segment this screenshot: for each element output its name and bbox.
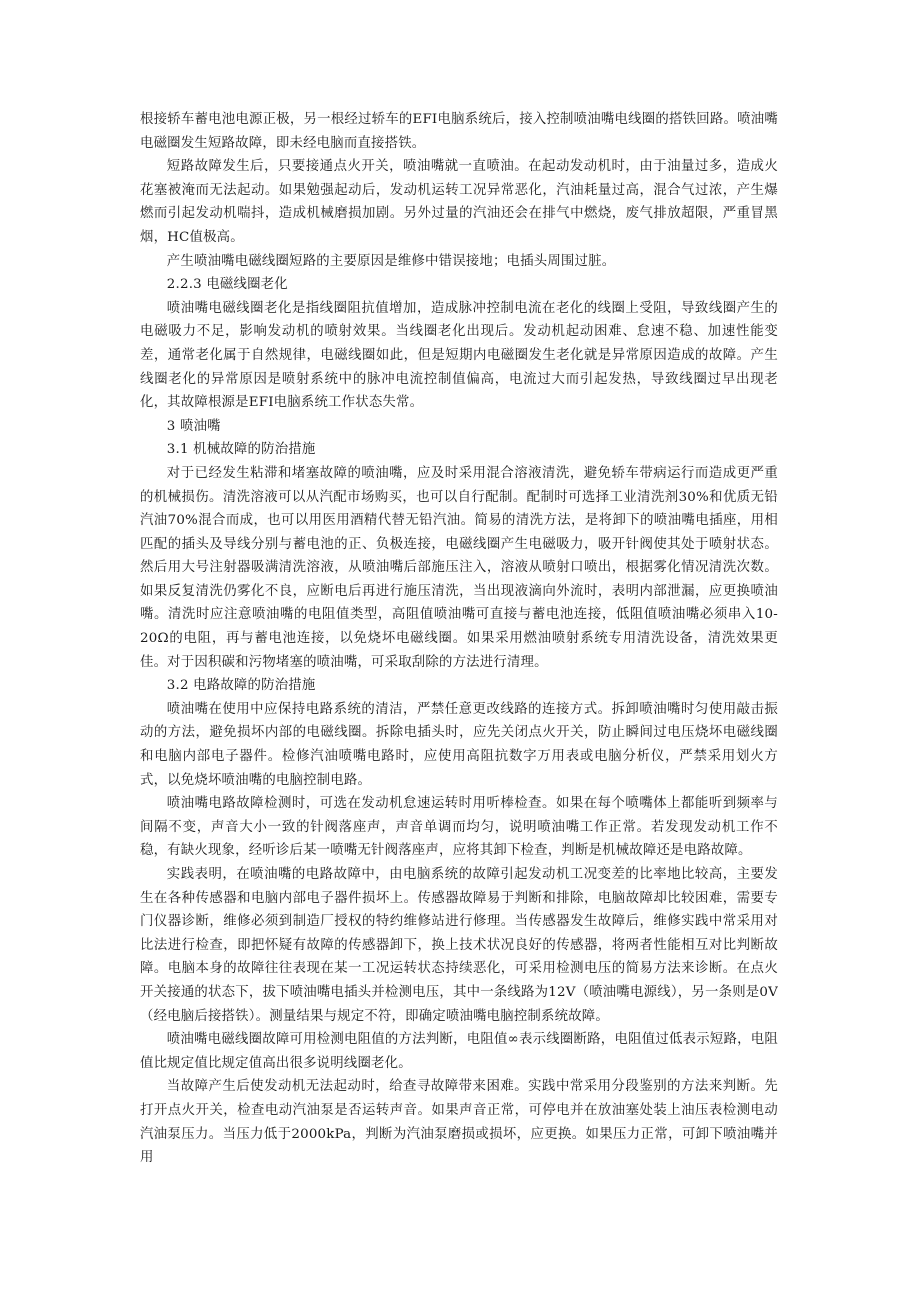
paragraph-no-start-diagnosis: 当故障产生后使发动机无法起动时，给查寻故障带来困难。实践中常采用分段鉴别的方法来判断。先打开点火开关，检查电动汽油泵是否运转声音。如果声音正常，可停电并在放油塞处装上油压表检测电动汽油泵压力。当压力低于2000kPa，判断为汽油泵磨损或损坏，应更换。如果压力正常，可卸下喷油嘴并用	[140, 1079, 778, 1166]
paragraph-coil-aging: 喷油嘴电磁线圈老化是指线圈阻抗值增加，造成脉冲控制电流在老化的线圈上受阻，导致线圈产生的电磁吸力不足，影响发动机的喷射效果。当线圈老化出现后。发动机起动困难、怠速不稳、加速性能变差，通常老化属于自然规律，电磁线圈如此，但是短期内电磁圈发生老化就是异常原因造成的故障。产生线圈老化的异常原因是喷射系统中的脉冲电流控制值偏高，电流过大而引起发热，导致线圈过早出现老化，其故障根源是EFI电脑系统工作状态失常。	[140, 300, 778, 411]
section-heading-3-2: 3.2 电路故障的防治措施	[166, 678, 316, 694]
paragraph-short-circuit-effects: 短路故障发生后，只要接通点火开关，喷油嘴就一直喷油。在起动发动机时，由于油量过多，造成火花塞被淹而无法起动。如果勉强起动后，发动机运转工况异常恶化，汽油耗量过高，混合气过浓，产生爆燃而引起发动机喘抖，造成机械磨损加剧。另外过量的汽油还会在排气中燃烧，废气排放超限，严重冒黑烟，HC值极高。	[140, 159, 778, 245]
section-heading-2-2-3: 2.2.3 电磁线圈老化	[166, 277, 288, 293]
paragraph-circuit-maintenance: 喷油嘴在使用中应保持电路系统的清洁，严禁任意更改线路的连接方式。拆卸喷油嘴时匀使用敲击振动的方法，避免损坏内部的电磁线圈。拆除电插头时，应先关闭点火开关，防止瞬间过电压烧坏电磁线圈和电脑内部电子器件。检修汽油喷嘴电路时，应使用高阻抗数字万用表或电脑分析仪，严禁采用划火方式，以免烧坏喷油嘴的电脑控制电路。	[140, 701, 778, 788]
paragraph-practice-diagnosis: 实践表明，在喷油嘴的电路故障中，由电脑系统的故障引起发动机工况变差的比率地比较高，主要发生在各种传感器和电脑内部电子器件损坏上。传感器故障易于判断和排除，电脑故障却比较困难，需要专门仪器诊断，维修必须到制造厂授权的特约维修站进行修理。当传感器发生故障后，维修实践中常采用对比法进行检查，即把怀疑有故障的传感器卸下，换上技术状况良好的传感器，将两者性能相互对比判断故障。电脑本身的故障往往表现在某一工况运转状态持续恶化，可采用检测电压的简易方法来诊断。在点火开关接通的状态下，拔下喷油嘴电插头并检测电压，其中一条线路为12V（喷油嘴电源线），另一条则是0V（经电脑后接搭铁）。测量结果与规定不符，即确定喷油嘴电脑控制系统故障。	[140, 867, 778, 1024]
section-heading-3: 3 喷油嘴	[166, 418, 221, 434]
paragraph-continuation: 根接轿车蓄电池电源正极，另一根经过轿车的EFI电脑系统后，接入控制喷油嘴电线圈的搭铁回路。喷油嘴电磁圈发生短路故障，即未经电脑而直接搭铁。	[140, 112, 778, 151]
paragraph-short-circuit-causes: 产生喷油嘴电磁线圈短路的主要原因是维修中错误接地；电插头周围过脏。	[166, 253, 616, 269]
paragraph-circuit-detection: 喷油嘴电路故障检测时，可选在发动机怠速运转时用听棒检查。如果在每个喷嘴体上都能听到频率与间隔不变，声音大小一致的针阀落座声，声音单调而均匀，说明喷油嘴工作正常。若发现发动机工作不稳，有缺火现象，经听诊后某一喷嘴无针阀落座声，应将其卸下检查，判断是机械故障还是电路故障。	[140, 796, 778, 859]
paragraph-mechanical-cleaning: 对于已经发生粘滞和堵塞故障的喷油嘴，应及时采用混合溶液清洗，避免轿车带病运行而造成更严重的机械损伤。清洗溶液可以从汽配市场购买，也可以自行配制。配制时可选择工业清洗剂30%和优质无铅汽油70%混合而成，也可以用医用酒精代替无铅汽油。简易的清洗方法，是将卸下的喷油嘴电插座，用相匹配的插头及导线分别与蓄电池的正、负极连接，电磁线圈产生电磁吸力，吸开针阀使其处于喷射状态。然后用大号注射器吸满清洗溶液，从喷油嘴后部施压注入，溶液从喷射口喷出，根据雾化情况清洗次数。如果反复清洗仍雾化不良，应断电后再进行施压清洗，当出现液滴向外流时，表明内部泄漏，应更换喷油嘴。清洗时应注意喷油嘴的电阻值类型，高阻值喷油嘴可直接与蓄电池连接，低阻值喷油嘴必须串入10-20Ω的电阻，再与蓄电池连接，以免烧坏电磁线圈。如果采用燃油喷射系统专用清洗设备，清洗效果更佳。对于因积碳和污物堵塞的喷油嘴，可采取刮除的方法进行清理。	[140, 465, 778, 670]
section-heading-3-1: 3.1 机械故障的防治措施	[166, 442, 316, 458]
document-body	[140, 108, 778, 1170]
paragraph-coil-resistance: 喷油嘴电磁线圈故障可用检测电阻值的方法判断，电阻值∞表示线圈断路，电阻值过低表示短路，电阻值比规定值比规定值高出很多说明线圈老化。	[140, 1032, 778, 1071]
